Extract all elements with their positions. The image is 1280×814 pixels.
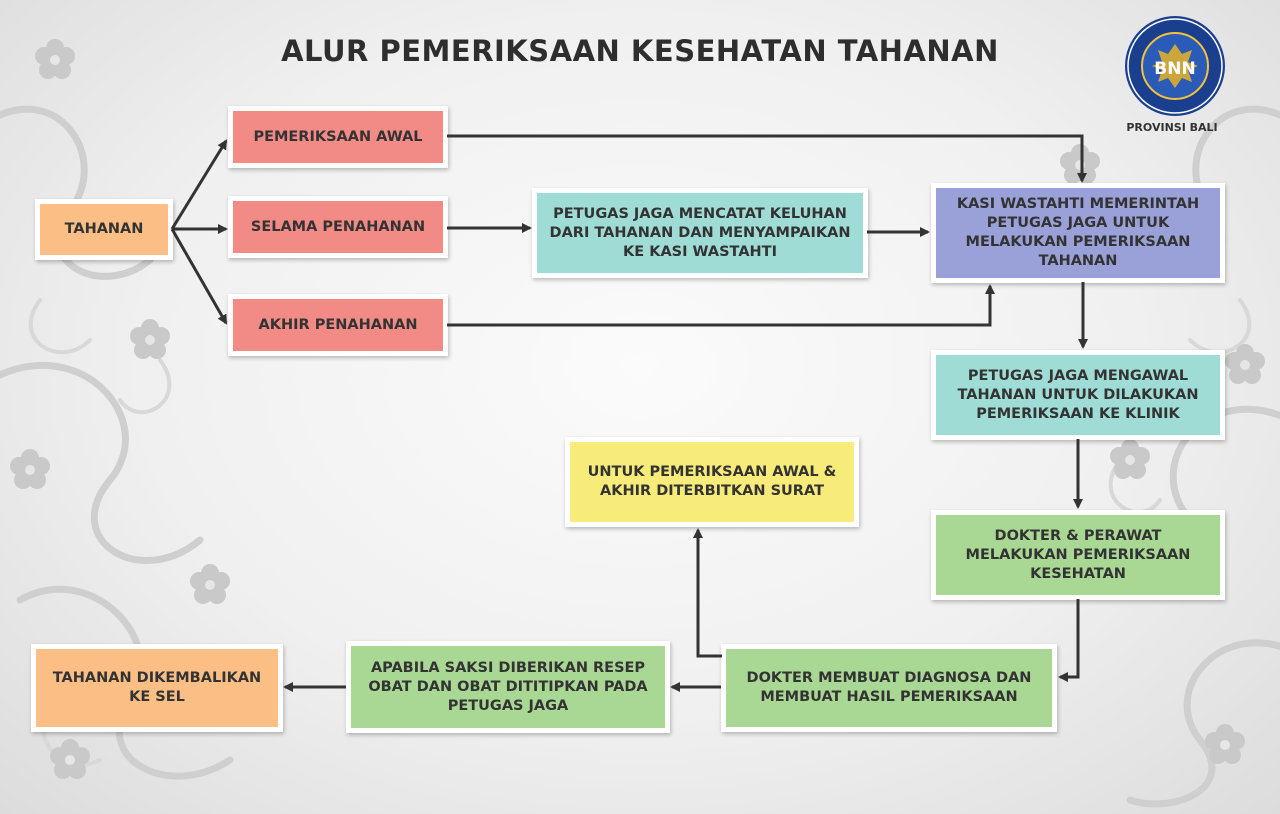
arrow-tahanan-to-awal bbox=[172, 141, 226, 229]
arrow-tahanan-to-akhir bbox=[172, 229, 226, 323]
arrow-akhir-to-kasi bbox=[447, 286, 990, 325]
node-selama-penahanan: SELAMA PENAHANAN bbox=[228, 196, 448, 258]
page-title: ALUR PEMERIKSAAN KESEHATAN TAHANAN bbox=[281, 34, 999, 68]
node-dokter-diagnosa: DOKTER MEMBUAT DIAGNOSA DAN MEMBUAT HASIL PEMERIKSAAN bbox=[721, 644, 1057, 732]
node-dokter-perawat: DOKTER & PERAWAT MELAKUKAN PEMERIKSAAN KESEHATAN bbox=[931, 510, 1225, 600]
node-tahanan: TAHANAN bbox=[35, 199, 173, 260]
arrow-diagnosa-to-surat bbox=[698, 530, 722, 656]
node-akhir-penahanan: AKHIR PENAHANAN bbox=[228, 294, 448, 356]
logo-text: BNN bbox=[1154, 59, 1196, 79]
logo-region-label: PROVINSI BALI bbox=[1126, 121, 1218, 134]
node-petugas-mencatat: PETUGAS JAGA MENCATAT KELUHAN DARI TAHANAN DAN MENYAMPAIKAN KE KASI WASTAHTI bbox=[532, 188, 868, 278]
arrow-dokter-to-diagnosa bbox=[1060, 599, 1078, 677]
node-pemeriksaan-awal: PEMERIKSAAN AWAL bbox=[228, 106, 448, 168]
node-surat: UNTUK PEMERIKSAAN AWAL & AKHIR DITERBITKAN SURAT bbox=[565, 437, 859, 527]
arrow-awal-to-kasi bbox=[447, 136, 1082, 181]
node-kasi-wastahti: KASI WASTAHTI MEMERINTAH PETUGAS JAGA UNTUK MELAKUKAN PEMERIKSAAN TAHANAN bbox=[931, 183, 1225, 283]
node-tahanan-dikembalikan: TAHANAN DIKEMBALIKAN KE SEL bbox=[31, 644, 283, 732]
node-petugas-mengawal: PETUGAS JAGA MENGAWAL TAHANAN UNTUK DILAKUKAN PEMERIKSAAN KE KLINIK bbox=[931, 350, 1225, 440]
node-resep: APABILA SAKSI DIBERIKAN RESEP OBAT DAN OBAT DITITIPKAN PADA PETUGAS JAGA bbox=[346, 641, 670, 733]
